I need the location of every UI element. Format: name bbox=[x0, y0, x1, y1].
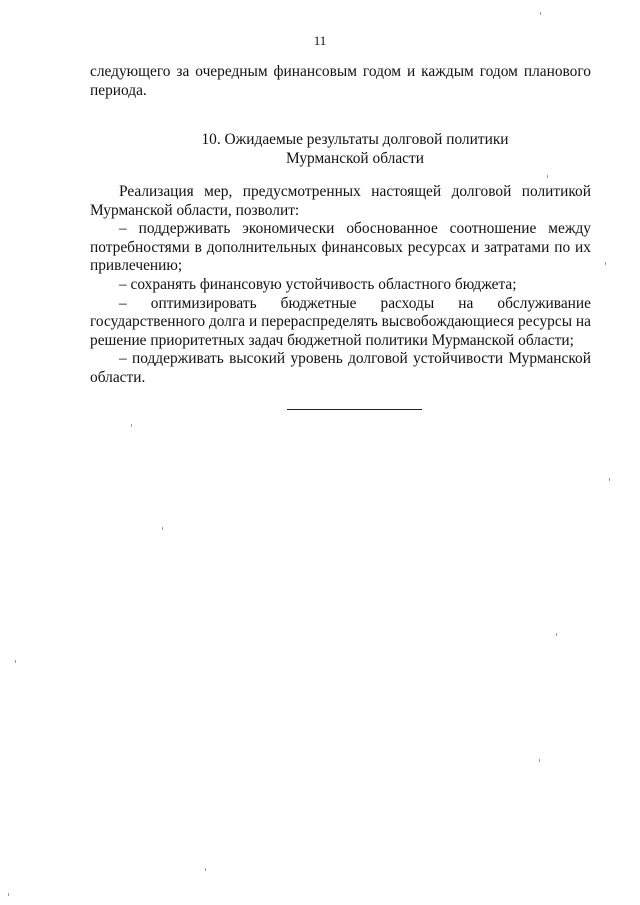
scan-speck bbox=[162, 527, 163, 530]
scan-speck bbox=[609, 478, 610, 481]
section-title bbox=[90, 131, 620, 168]
list-item bbox=[90, 295, 591, 351]
continuation-paragraph bbox=[90, 63, 591, 100]
list-item bbox=[90, 220, 591, 276]
intro-line-1: Реализация мер, предусмотренных настоящей долговой политикой bbox=[119, 183, 591, 200]
scan-speck bbox=[547, 175, 548, 178]
scan-speck bbox=[540, 12, 541, 15]
intro-line-2: Мурманской области, позволит: bbox=[90, 201, 300, 219]
scan-speck bbox=[8, 893, 9, 896]
list-item-line: решение приоритетных задач бюджетной политики Мурманской области; bbox=[90, 331, 574, 349]
list-item-line: – оптимизировать бюджетные расходы на обслуживание bbox=[119, 294, 591, 312]
list-item bbox=[90, 276, 591, 295]
scan-speck bbox=[539, 759, 540, 762]
scan-speck bbox=[556, 633, 557, 636]
list-item-line: государственного долга и перераспределять высвобождающиеся ресурсы на bbox=[90, 313, 591, 331]
list-item-line: привлечению; bbox=[90, 257, 183, 275]
list-item-line: – сохранять финансовую устойчивость областного бюджета; bbox=[119, 275, 517, 293]
section-title-line-1: 10. Ожидаемые результаты долговой политики bbox=[201, 131, 509, 148]
section-title-line-2: Мурманской области bbox=[286, 149, 424, 167]
list-item-line: – поддерживать экономически обоснованное соотношение между bbox=[119, 220, 591, 238]
continuation-line-1: следующего за очередным финансовым годом и каждым годом планового bbox=[90, 63, 591, 80]
scan-speck bbox=[15, 660, 16, 663]
scan-speck bbox=[205, 868, 206, 871]
list-item-line: потребностями в дополнительных финансовых ресурсах и затратами по их bbox=[90, 238, 591, 256]
section-end-rule bbox=[287, 409, 422, 410]
list-item-line: – поддерживать высокий уровень долговой устойчивости Мурманской bbox=[119, 350, 591, 368]
continuation-line-2: периода. bbox=[90, 81, 147, 99]
list-item bbox=[90, 350, 591, 387]
scan-speck bbox=[131, 424, 132, 427]
intro-paragraph bbox=[90, 183, 591, 220]
scan-speck bbox=[605, 262, 606, 265]
page-number: 11 bbox=[313, 33, 327, 48]
section-body bbox=[90, 183, 591, 388]
list-item-line: области. bbox=[90, 368, 146, 386]
